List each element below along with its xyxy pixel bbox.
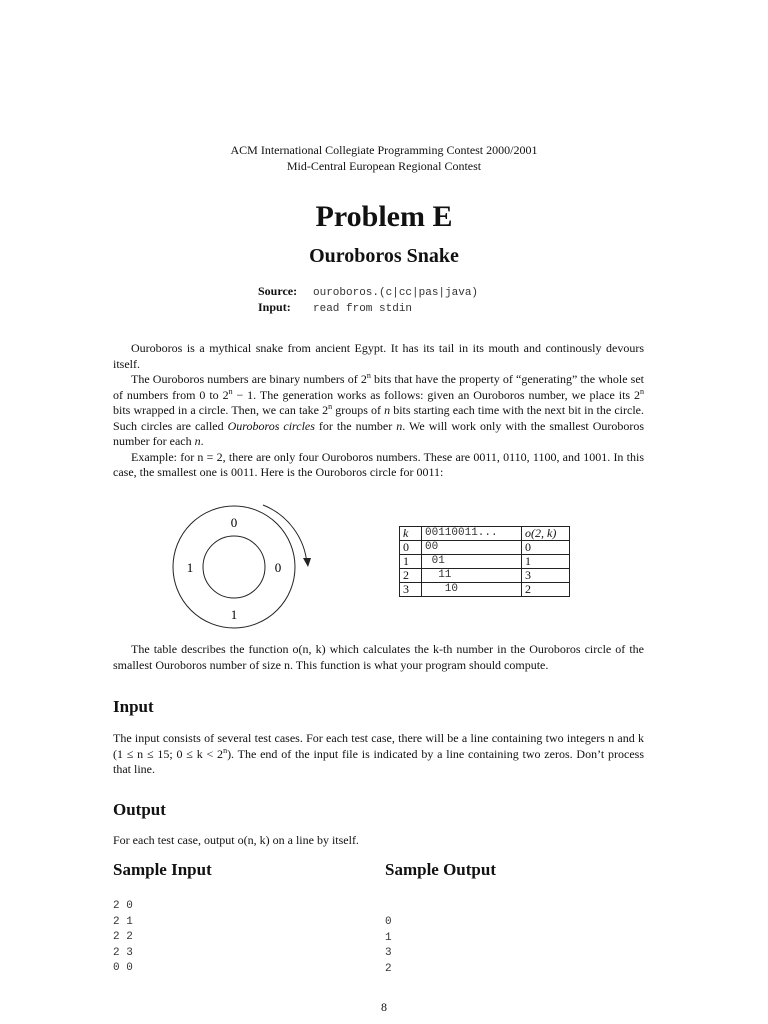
- page-number: 8: [381, 1000, 387, 1014]
- intro-paragraph-2: The Ouroboros numbers are binary numbers of 2$^n$ bits that have the property of “generating” the whole set of numbers from 0 to $2^n - 1$. The generation works as follows: given an Ouroboros number, we place its 2$^n$ bits wrapped in a circle. Then, we can take 2$^n$ groups of n bits starting each time with the next bit in the circle. Such circles are called Ouroboros circles for the number n. We will work only with the smallest Ouroboros number for each n.: [113, 371, 645, 448]
- circle-bit-top: 0: [230, 515, 238, 530]
- header-bits: 00110011...: [422, 527, 522, 541]
- circle-bit-right: 0: [274, 560, 282, 575]
- table-header-row: [400, 527, 570, 541]
- circle-bit-left: 1: [186, 560, 194, 575]
- sample-input-block: 2 0 2 1 2 2 2 3 0 0: [113, 900, 133, 974]
- table-row: 0 00 0: [400, 541, 570, 555]
- inner-ring: [203, 536, 265, 598]
- table-row: 2 11 3: [400, 569, 570, 583]
- circle-bit-bottom: 1: [230, 607, 238, 622]
- direction-arrow: [263, 505, 307, 564]
- intro-paragraph-1: Ouroboros is a mythical snake from ancient Egypt. It has its tail in its mouth and continously devours itself.: [113, 341, 644, 371]
- intro-text: [113, 341, 644, 481]
- contest-header: [0, 142, 768, 174]
- input-row: [258, 299, 412, 317]
- input-description: The input consists of several test cases. For each test case, there will be a line containing two integers n and k (1 ≤ n ≤ 15; $0 \le k < 2^n$). The end of the input file is indicated by a line containing two zeros. Don’t process that line.: [113, 731, 644, 776]
- source-value: ouroboros.(c|cc|pas|java): [313, 287, 479, 299]
- table-row: 1 01 1: [400, 555, 570, 569]
- problem-subtitle: Ouroboros Snake: [309, 245, 459, 267]
- arrow-head-icon: [303, 558, 311, 567]
- problem-title: Problem E: [315, 200, 453, 233]
- input-label: Input:: [258, 300, 291, 314]
- input-heading: Input: [113, 697, 154, 716]
- ouroboros-table: [399, 526, 570, 597]
- sample-output-heading: Sample Output: [385, 860, 496, 879]
- table-row: 3 10 2: [400, 583, 570, 597]
- contest-name: ACM International Collegiate Programming Contest 2000/2001: [230, 143, 538, 157]
- header-k: k: [400, 527, 422, 541]
- output-description: For each test case, output o(n, k) on a line by itself.: [113, 833, 359, 847]
- function-description: The table describes the function o(n, k) which calculates the k-th number in the Ouroboros circle of the smallest Ouroboros number of size n. This function is what your program should compute.: [113, 642, 644, 672]
- intro-paragraph-3: Example: for n = 2, there are only four Ouroboros numbers. These are 0011, 0110, 1100, and 1001. In this case, the smallest one is 0011. Here is the Ouroboros circle for 0011:: [113, 449, 644, 479]
- ouroboros-circle-figure: [170, 500, 330, 635]
- header-o: o(2, k): [522, 527, 570, 541]
- sample-output-block: 0 1 3 2: [385, 916, 392, 975]
- input-value: read from stdin: [313, 303, 413, 315]
- sample-input-heading: Sample Input: [113, 860, 212, 879]
- output-heading: Output: [113, 800, 166, 819]
- contest-region: Mid-Central European Regional Contest: [286, 159, 482, 173]
- source-label: Source:: [258, 284, 298, 298]
